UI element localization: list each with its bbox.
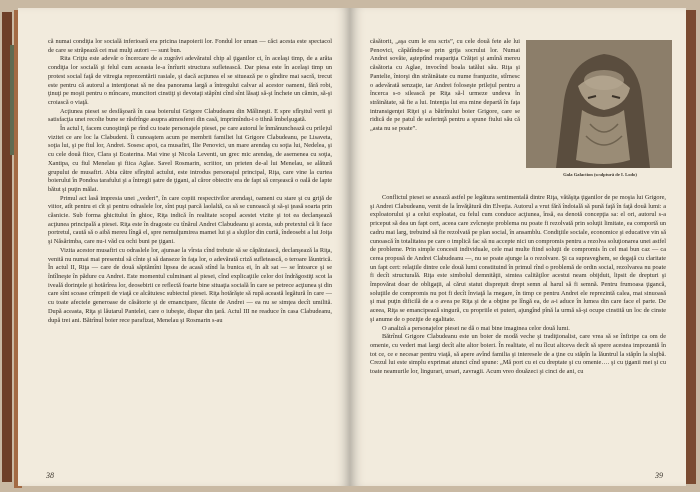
paragraph: În actul I, facem cunoştinţă pe rînd cu toate personajele piesei, pe care autorul le înmănunchează cu prilejul vizitei ce are loc la Clabudeni. Îi cunoaştem acum pe membrii familiei lui Grigore Clabudeanu, pe Lisaveta, soţia lui, şi pe fiul lor, Andrei. Sosesc apoi, ca musafiri, Ilie Penovici, un mare arendaş cu soţia lui, Nedelea, şi cu cele două fiice, Clara şi Ecaterina. Mai vine şi Nicola Leventi, un grec mic arendaş, de asemenea cu soţia, Xantipa, cu fiul Menelau şi fiica Aglae. Savel Rosmarin, scriitor, un prieten de-al lui Menelau, se alătură grupului de musafiri. Abia către sfîrşitul actului, este introdus personajul principal, Riţa, care vine la curtea boierului în Pondoa tarafului şi a întregii şatre de ţigani, al căror obiectiv era de fapt să cerşească o oală de lapte bătut şi puţin mălai. xyxy=(48,125,332,193)
paragraph: Conflictul piesei se axează astfel pe legătura sentimentală dintre Riţa, vătăşiţa ţiganilor de pe moşia lui Grigore, şi Andrei Clabudeanu, venit de la învăţătură din Elveţia. Autorul a vrut fără îndoială să pună faţă în faţă două lumi: a exploatorului şi a celui exploatat, cu felul cum conduce acţiunea, însă, ea denotă concepţia sa: el ori, autorul s-a priceput să dea un fapt cert, aceea care zvîcneşte problema nu poate fi rezolvată prin soluţii limitate, ea comportă un cadru mai larg, trebuind să fie rezolvată pe plan social, în ansamblu. Condiţiile sociale, economice şi educative vin să cunoască în totalitatea pe care o implică fac să nu accepte nici un compromis pentru a rezolva soluţionarea unei astfel de probleme. Prin simple concesii individuale, cele mai multe fiind soluţii de compromis în cel mai bun caz — ca cerea propusă de Andrei Clabudeanu —, nu se poate ajunge la o rezolvare. Şi ca supraveghem, se degajă cu claritate un fapt cert: relaţiile dintre cele două lumi constituind în primul rînd o problemă de ordin social, rezolvarea nu poate fi decît structurală. Riţa este simbolul demnităţii, simtea calităţilor acestui neam obijduit, lipsit de drepturi şi împovărat doar de obligaţii, al cărui statut dispreţuit drept semn al harul să fi semnă. Pentru frumoasa ţigancă, soluţiile de compromis nu pot fi decît înviaţă la rnegare, în timp ce pentru Andrei ele reprezintă calea, mai sinuoasă şi mai puţin dificilă de a o avea pe Riţa şi de a obţine pe lîngă ea, de a-i aduce în lumea din care face el parte. De aceea, Riţa se emancipează singură, cu propriile ei puteri, ajungînd pînă la urmă să-şi ocupe cinstită un loc de cinste şi anume de o poziţie de egalitate. xyxy=(370,194,666,323)
paragraph: Vizita acestor musafiri cu odraslele lor, ajunsae la vîrsta cînd trebuie să se căpătuiască, declanşează la Riţa, venită nu numai mai presentul să cînte şi să danseze în faţa lor, o adevărată criză sufletească, o teroare lăuntrică. În actul II, Riţa — care de două săptămîni lipsea de acasă stînd la bunica ei, în alt sat — se întoarce şi se întîlneşte în pădure cu Andrei. Este momentul culminant al piesei, cînd explicaţiile celor doi îndrăgostiţi scot la iveală dorinţele şi hotărîrea lor, deosebirii ce reflectă foarte bine situaţia socială în care se petrece acţiunea şi din care sînt scoase crîmpeii de viaţă ce alcătuiesc subiectul piesei. Riţa hotărăşte să rupă această legătură în care — cu toate afectele generoase de căsătorie şi de emancipare, făcute de Andrei — ea nu se simţea decît umilită. După aceasta, Riţa şi lăutarul Pantelei, care o iubeşte, dispar din ţară. Actul III ne readuce în casa Clabudeanu, după trei ani. Bătrînul boier rece parafizat, Menelau şi Rosmarin s-au xyxy=(48,246,332,324)
left-page xyxy=(18,8,350,486)
page-number-right: 39 xyxy=(655,471,663,480)
sculpture-image xyxy=(526,40,672,168)
left-page-text xyxy=(48,38,332,436)
paragraph: Rita Criţiu este adevăr o încercare de a zugrăvi adevăratul chip al ţiganilor ci, în acelaşi timp, de a arăta condiţia lor socială şi felul cum aceasta le-a înrîurit structura sufletească. Dar piesa este în acelaşi timp un protest social faţă de vitregia reprezentării rasiale, şi dacă acţiunea el se situează pe o gîndire mai sacră, trecut este pentru că autorul a intenţionat să ne dea panorama largă a întregului calvar al acestor oameni, fără robi, ţinuţi pe moşii pentru o mîncare, muncitori cinstiţi şi devotaţi stăpîni cînd sînt lăsaţi să-şi încheie un cămin, să-şi croiască o viaţă. xyxy=(48,55,332,106)
book-cover-edge-right xyxy=(686,10,696,484)
paragraph: Acţiunea piesei se desfăşoară în casa boierului Grigore Clabudeanu din Mălineşti. E spre sfîrşitul verii şi satisfacţia unei recolte bune se răsfrînge asupra atmosferei din casă, imprimîndu-i o tihnă îmbelşugată. xyxy=(48,107,332,124)
paragraph: O analiză a personajelor piesei ne dă o mai bine imaginea celor două lumi. xyxy=(382,324,570,332)
paragraph: Bătrînul Grigore Clabudeanu este un boier de modă veche şi tradiţionalist, care vrea să se înfiripe ca om de omenie, cu vederi mai largi decît alte altor boieri. În realitate, el nu îlcut altceva decît să spere acestea impozantă în tot ce, ce e necesar pentru viaţă, să apere avînd familia şi interesele de a ţine cu stăpîn la lăuntrul la stăpîn la slujbă. Crezul lui este simplu exprimat atunci cînd spune: „Mă port cu ei cu dreptate şi cu omenie…. şi cu ţiganii mei şi cu toate neamurile lor, lingurari, ursari, zavragii. Acum vreo douăzeci şi cinci de ani, cu xyxy=(370,333,666,376)
paragraph: că numai condiţia lor socială inferioară era pricina inapoierii lor. Fondul lor uman — căci acesta este spectacol de care se străpează cei mai mulţi autori — sunt bun. xyxy=(48,38,332,54)
paragraph: căsătorit, „aşa cum le era scris”, cu cele două fete ale lui Penovici, căpătîndu-se prin grija socrului lor. Numai Andrei sovăie, aşteptînd reapariţia Crăiţei şi amînă mereu căsătoria cu Aglae, invocînd boala tatălui său. Riţa şi Pantelie, întorşi din străinătate cu nume franţuzite, stîrnesc o adevărată senzaţie, iar Andrei foloseşte prilejul pentru a încerca s-o silească pe Riţa să-l urmeze undeva în străinătate, să fie a lui. Intenţia lui era mine departă în faţa intransigenţei Riţei şi a bătrînului boier Grigore, care se ridică de pe patul de suferinţă pentru a spune fiului său că „asta nu se poate”. xyxy=(370,38,520,133)
paragraph: Primul act lasă impresia unei „vederi”, în care copiii respectivilor arendaşi, oameni cu stare şi cu grijă de viitor, atît pentru ei cît şi pentru odraslele lor, sînt puşi parcă laolaltă, ca să se cunoască şi să-şi ţeasă soarta prin căsnicie. Sub forma ghicitului în ghioc, Riţa indică în realitate scopul acestei vizite şi tot ea declanşează acţiunea principală a piesei. Riţa este în dragoste cu tînărul Andrei Clabudeanu şi acesta, sub pretextul că îi face portretul, caută să o aibă mereu lîngă el, spre nemulţumirea mamei lui şi a slujilor din curtă, îndeosebi a lui Joiţa şi Năsărimba, care nu-i văd cu ochi buni pe ţigani. xyxy=(48,194,332,246)
sculpture-photo xyxy=(526,40,672,168)
page-number-left: 38 xyxy=(46,471,54,480)
right-page-text-bottom xyxy=(370,194,666,470)
right-page xyxy=(350,8,686,486)
photo-caption: Gala Galaction (sculptură de I. Lodo) xyxy=(563,172,637,177)
